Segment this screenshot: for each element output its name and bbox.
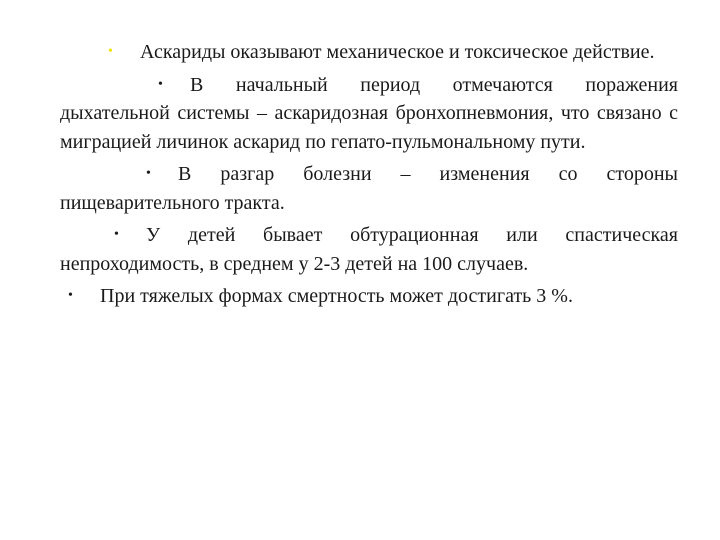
bullet-marker-icon: •	[108, 44, 113, 59]
bullet-marker-icon: •	[114, 227, 119, 242]
bullet-item	[28, 38, 678, 67]
bullet-text: В разгар болезни – изменения со стороны пищеварительного тракта.	[60, 163, 678, 214]
bullet-marker-icon: •	[146, 166, 151, 181]
bullet-list	[28, 38, 678, 315]
bullet-item	[28, 160, 678, 217]
bullet-text: В начальный период отмечаются поражения дыхательной системы – аскаридозная бронхопневмония, что связано с миграцией личинок аскарид по гепато-пульмональному пути.	[60, 73, 678, 153]
bullet-marker-icon: •	[68, 288, 73, 303]
bullet-item	[28, 71, 678, 157]
bullet-text: У детей бывает обтурационная или спастическая непроходимость, в среднем у 2-3 детей на 100 случаев.	[60, 224, 678, 275]
bullet-item	[28, 221, 678, 278]
bullet-text: При тяжелых формах смертность может достигать 3 %.	[100, 285, 573, 307]
bullet-text: Аскариды оказывают механическое и токсическое действие.	[140, 41, 655, 63]
bullet-marker-icon: •	[158, 76, 163, 92]
bullet-item	[28, 282, 678, 311]
